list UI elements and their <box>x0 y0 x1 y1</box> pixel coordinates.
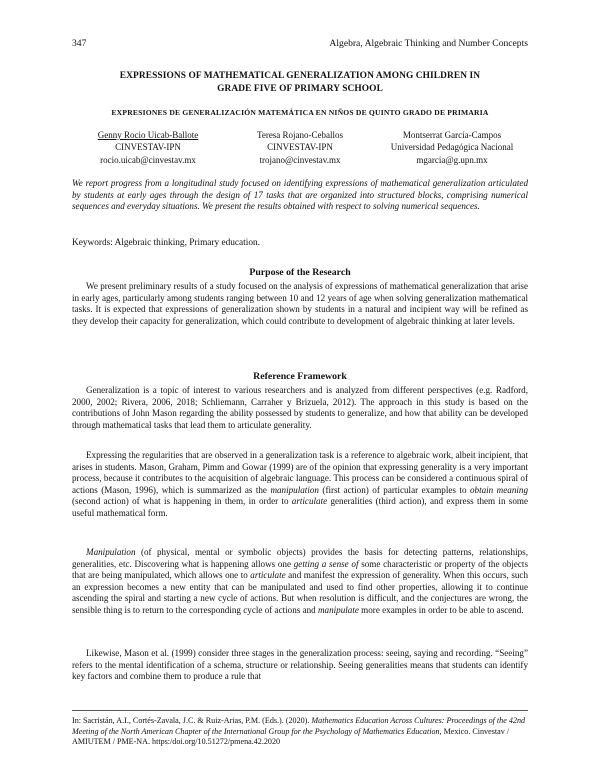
spanish-title: EXPRESIONES DE GENERALIZACIÓN MATEMÁTICA EN NIÑOS DE QUINTO GRADO DE PRIMARIA <box>111 108 489 117</box>
section-title: Algebra, Algebraic Thinking and Number Concepts <box>329 38 528 49</box>
author-affiliation: Universidad Pedagógica Nacional <box>390 142 514 153</box>
author-name: Genny Rocio Uicab-Ballote <box>97 130 199 140</box>
author-affiliation: CINVESTAV-IPN <box>115 142 181 153</box>
purpose-paragraph: We present preliminary results of a study focused on the analysis of expressions of mathematical generalization that arise in early ages, particularly among students ranging between 10 and 12 years of age when solving generalization mathematical tasks. It is expected that expressions of generalization shown by students in a natural and incipient way will be refined as they develop their capacity for generalization, which could contribute to development of algebraic thinking at later levels. <box>72 281 528 326</box>
purpose-heading: Purpose of the Research <box>249 267 351 278</box>
abstract: We report progress from a longitudinal study focused on identifying expressions of mathematical generalization articulated by students at early ages through the design of 17 tasks that are organized into structured blocks, comprising numerical sequences and everyday situations. We present the results obtained with respect to solving numerical sequences. <box>72 178 528 212</box>
author-block <box>72 129 528 166</box>
title-line-2: GRADE FIVE OF PRIMARY SCHOOL <box>217 83 383 94</box>
reference-heading: Reference Framework <box>253 371 347 382</box>
author-email: rocio.uicab@cinvestav.mx <box>100 154 196 165</box>
author-3 <box>376 129 528 166</box>
author-affiliation: CINVESTAV-IPN <box>267 142 333 153</box>
reference-paragraph-1: Generalization is a topic of interest to various researchers and is analyzed from different perspectives (e.g. Radford, 2000, 2002; Rivera, 2006, 2018; Schliemann, Carraher y Brizuela, 2012). The approach in this study is based on the contributions of John Mason regarding the ability possessed by students to generalize, and how that ability can be developed through mathematical tasks that lead them to articulate generality. <box>72 385 528 430</box>
author-name: Montserrat García-Campos <box>402 130 502 140</box>
reference-paragraph-2: Expressing the regularities that are observed in a generalization task is a reference to algebraic work, albeit incipient, that arises in students. Mason, Graham, Pimm and Gowar (1999) are of the opinion that expressing generality is a very important process, because it contributes to the acquisition of algebraic language. This process can be considered a continuous spiral of actions (Mason, 1996), which is summarized as the manipulation (first action) of particular examples to obtain meaning (second action) of what is happening in them, in order to articulate generalities (third action), and express them in some useful mathematical form. <box>72 450 528 518</box>
footer-rule <box>72 710 528 711</box>
title-line-1: EXPRESSIONS OF MATHEMATICAL GENERALIZATION AMONG CHILDREN IN <box>119 71 481 81</box>
author-1 <box>72 129 224 166</box>
paper-title <box>72 70 528 95</box>
author-email: trojano@cinvestav.mx <box>259 154 341 165</box>
keywords: Keywords: Algebraic thinking, Primary education. <box>72 238 260 248</box>
reference-paragraph-4: Likewise, Mason et al. (1999) consider three stages in the generalization process: seeing, saying and recording. “Seeing” refers to the mental identification of a schema, structure or relationship. Seeing generalities means that students can identify key factors and combine them to produce a rule that <box>72 648 528 681</box>
citation-footer: In: Sacristán, A.I., Cortés-Zavala, J.C. & Ruiz-Arias, P.M. (Eds.). (2020). Mathematics Education Across Cultures: Proceedings of the 42nd Meeting of the North American Chapter of the International Group for the Psychology of Mathematics Education, Mexico. Cinvestav / AMIUTEM / PME-NA. https:/doi.org/10.51272/pmena.42.2020 <box>72 716 526 747</box>
author-name: Teresa Rojano-Ceballos <box>256 130 344 140</box>
page-number: 347 <box>72 38 87 49</box>
author-email: mgarcia@g.upn.mx <box>416 154 488 165</box>
author-2 <box>224 129 376 166</box>
reference-paragraph-3: Manipulation (of physical, mental or symbolic objects) provides the basis for detecting patterns, relationships, generalities, etc. Discovering what is happening allows one getting a sense of some characteristic or property of the objects that are being manipulated, which allows one to articulate and manifest the expression of generality. When this occurs, such an expression becomes a new entity that can be manipulated and used to find other properties, allowing it to continue ascending the spiral and starting a new cycle of actions. But when resolution is difficult, and the conjectures are wrong, the sensible thing is to return to the corresponding cycle of actions and manipulate more examples in order to be able to ascend. <box>72 547 528 615</box>
